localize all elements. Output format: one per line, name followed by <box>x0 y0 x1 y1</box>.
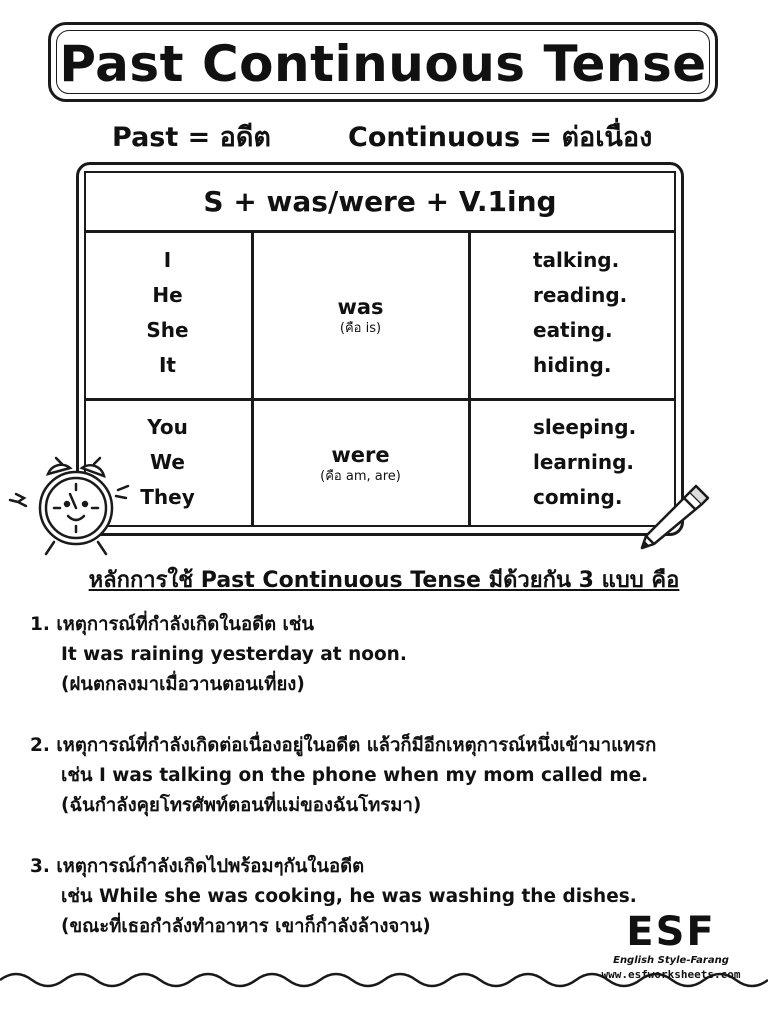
logo-mark: ESF <box>626 909 716 955</box>
verb-cell <box>253 233 468 398</box>
esf-logo <box>586 910 756 1000</box>
verb-note: (คือ is) <box>339 320 382 336</box>
usage-item <box>30 731 750 821</box>
subject: You <box>147 415 188 439</box>
title-frame <box>48 22 718 102</box>
usage-item <box>30 610 750 700</box>
verb: were <box>331 443 390 467</box>
table-divider <box>468 231 471 527</box>
definition-continuous: Continuous = ต่อเนื่อง <box>348 122 653 153</box>
logo-tagline: English Style-Farang <box>613 955 729 966</box>
subject: He <box>152 283 183 307</box>
subject: She <box>146 318 189 342</box>
definition-past: Past = อดีต <box>112 122 271 153</box>
pencil-icon <box>634 484 710 554</box>
usage-translation: (ฝนตกลงมาเมื่อวานตอนเที่ยง) <box>61 674 305 695</box>
usage-description: เหตุการณ์กำลังเกิดไปพร้อมๆกันในอดีต <box>56 856 365 877</box>
usage-number: 1. <box>30 614 50 635</box>
example-verb: talking. <box>533 248 620 272</box>
subject: I <box>163 248 172 272</box>
usage-heading: หลักการใช้ Past Continuous Tense มีด้วยกัน 3 แบบ คือ <box>88 568 680 593</box>
usage-number: 3. <box>30 856 50 877</box>
examples-cell <box>533 243 673 383</box>
verb-note: (คือ am, are) <box>320 469 401 484</box>
usage-line <box>30 610 750 640</box>
subject: They <box>140 485 195 509</box>
verb: was <box>337 294 384 319</box>
usage-example: It was raining yesterday at noon. <box>61 644 407 665</box>
logo-url: www.esfworksheets.com <box>601 968 741 981</box>
formula: S + was/were + V.1ing <box>203 184 557 218</box>
usage-example: เช่น I was talking on the phone when my mom called me. <box>61 765 649 786</box>
example-verb: hiding. <box>533 353 612 377</box>
alarm-clock-icon <box>4 450 132 558</box>
example-verb: learning. <box>533 450 635 474</box>
example-verb: eating. <box>533 318 613 342</box>
usage-line <box>30 852 750 882</box>
usage-number: 2. <box>30 735 50 756</box>
usage-line <box>30 731 750 761</box>
verb-cell <box>253 401 468 527</box>
page-title: Past Continuous Tense <box>59 35 707 93</box>
usage-description: เหตุการณ์ที่กำลังเกิดต่อเนื่องอยู่ในอดีต แล้วก็มีอีกเหตุการณ์หนึ่งเข้ามาแทรก <box>56 735 657 756</box>
usage-example: เช่น While she was cooking, he was washing the dishes. <box>61 886 637 907</box>
example-verb: sleeping. <box>533 415 637 439</box>
example-verb: coming. <box>533 485 623 509</box>
subject: We <box>150 450 185 474</box>
usage-translation: (ขณะที่เธอกำลังทำอาหาร เขาก็กำลังล้างจาน) <box>61 916 431 937</box>
usage-translation: (ฉันกำลังคุยโทรศัพท์ตอนที่แม่ของฉันโทรมา) <box>61 795 422 816</box>
subject: It <box>158 353 176 377</box>
subjects-cell <box>84 243 251 383</box>
example-verb: reading. <box>533 283 628 307</box>
usage-description: เหตุการณ์ที่กำลังเกิดในอดีต เช่น <box>56 614 315 635</box>
